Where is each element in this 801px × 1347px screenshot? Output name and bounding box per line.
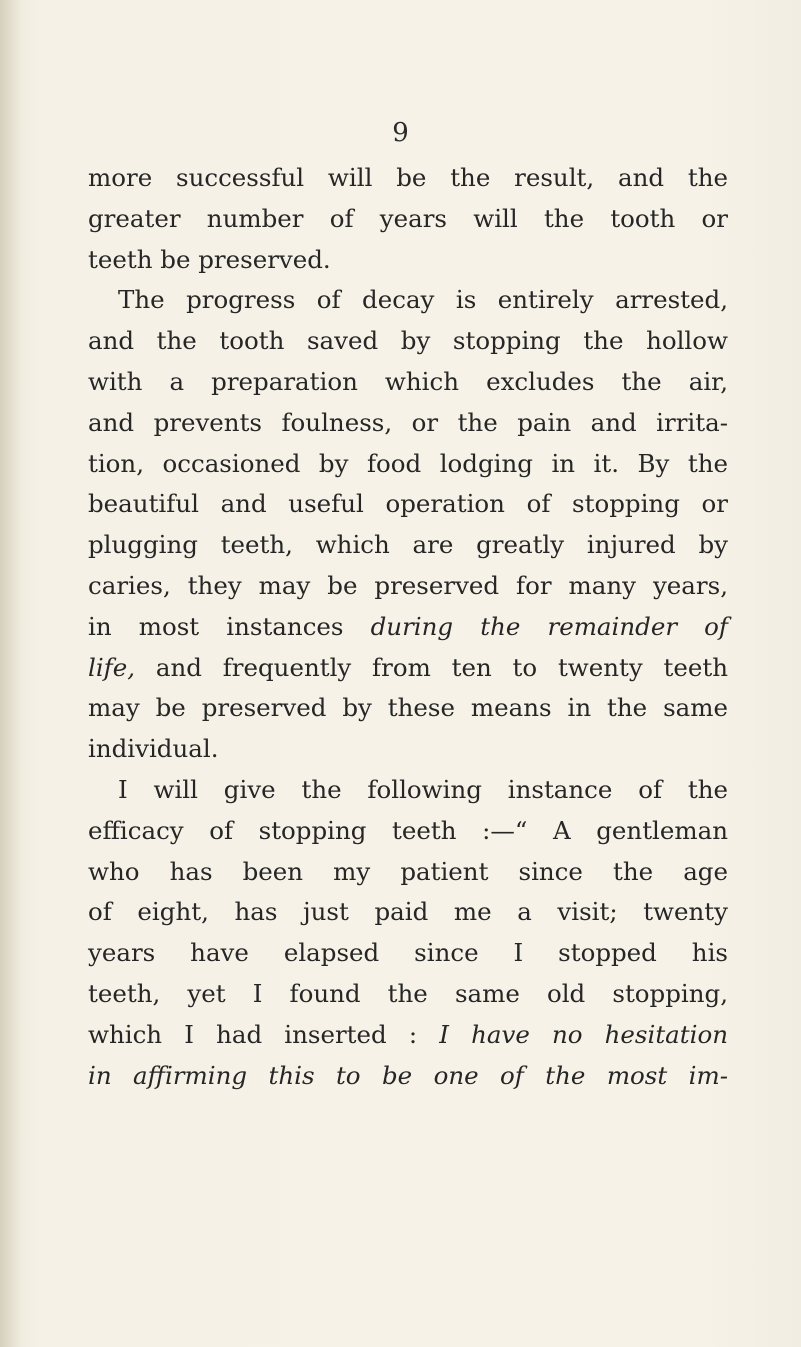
- text-segment: teeth, yet I found the same old stopping,: [88, 978, 728, 1008]
- text-line: [88, 811, 728, 852]
- text-segment: individual.: [88, 734, 219, 764]
- text-line: [88, 648, 728, 689]
- text-segment: tion, occasioned by food lodging in it. By the: [88, 448, 728, 478]
- text-line: [88, 729, 728, 770]
- text-segment: who has been my patient since the age: [88, 856, 728, 886]
- text-line: [88, 321, 728, 362]
- text-line: [88, 933, 728, 974]
- text-segment: teeth be preserved.: [88, 244, 331, 274]
- text-segment: The progress of decay is entirely arrested,: [118, 285, 728, 315]
- text-line: [88, 688, 728, 729]
- text-segment: of eight, has just paid me a visit; twenty: [88, 897, 728, 927]
- text-segment: and prevents foulness, or the pain and irrita-: [88, 407, 728, 437]
- text-line: [88, 892, 728, 933]
- text-line: [88, 240, 728, 281]
- text-segment: and frequently from ten to twenty teeth: [135, 652, 728, 682]
- text-line: [88, 199, 728, 240]
- page-spine-shadow: [0, 0, 22, 1347]
- text-line: [88, 362, 728, 403]
- text-line: [88, 607, 728, 648]
- text-line: [88, 1015, 728, 1056]
- page-number: 9: [392, 118, 409, 148]
- text-segment: plugging teeth, which are greatly injured by: [88, 530, 728, 560]
- text-line: [88, 403, 728, 444]
- text-line: [88, 1056, 728, 1097]
- text-segment: greater number of years will the tooth or: [88, 203, 728, 233]
- text-line: [88, 566, 728, 607]
- body-text: [88, 158, 728, 1096]
- text-line: [88, 525, 728, 566]
- text-segment: with a preparation which excludes the air,: [88, 366, 728, 396]
- text-line: [88, 280, 728, 321]
- text-line: [88, 852, 728, 893]
- text-segment: in most instances: [88, 611, 371, 641]
- text-line: [88, 484, 728, 525]
- text-line: [88, 974, 728, 1015]
- italic-text-segment: during the remainder of: [370, 611, 728, 641]
- text-line: [88, 158, 728, 199]
- text-segment: I will give the following instance of the: [118, 774, 728, 804]
- italic-text-segment: in affirming this to be one of the most im-: [88, 1060, 728, 1090]
- italic-text-segment: life,: [88, 652, 136, 682]
- text-segment: years have elapsed since I stopped his: [88, 938, 728, 968]
- text-segment: efficacy of stopping teeth :—“ A gentleman: [88, 815, 728, 845]
- text-segment: more successful will be the result, and the: [88, 163, 728, 192]
- text-segment: may be preserved by these means in the same: [88, 693, 728, 723]
- italic-text-segment: I have no hesitation: [439, 1019, 728, 1049]
- text-segment: which I had inserted :: [88, 1019, 440, 1049]
- text-segment: beautiful and useful operation of stopping or: [88, 489, 728, 519]
- text-segment: caries, they may be preserved for many years,: [88, 570, 728, 600]
- text-segment: and the tooth saved by stopping the hollow: [88, 326, 728, 356]
- text-line: [88, 444, 728, 485]
- text-line: [88, 770, 728, 811]
